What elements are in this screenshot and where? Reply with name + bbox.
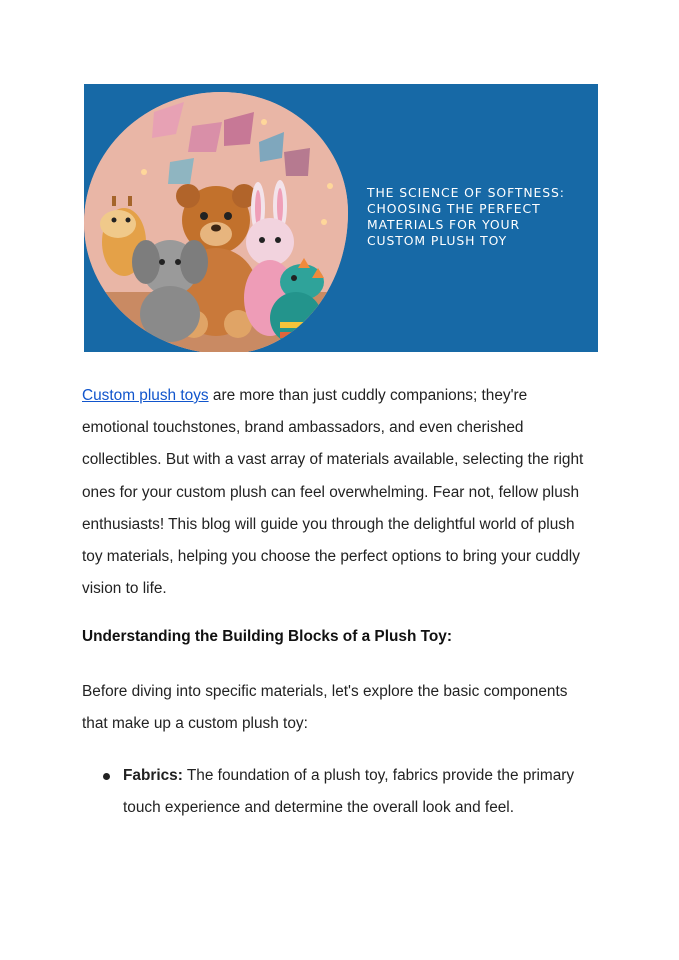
list-item-term: Fabrics: xyxy=(123,767,183,784)
intro-text: are more than just cuddly companions; they're emotional touchstones, brand ambassadors, and even cherished collectibles. But with a vast array of materials available, selecting the right ones for your custom plush can feel overwhelming. Fear not, fellow plush enthusiasts! This blog will guide you through the delightful world of plush toy materials, helping you choose the perfect options to bring your cuddly vision to life. xyxy=(82,387,584,598)
custom-plush-toys-link[interactable]: Custom plush toys xyxy=(82,387,209,404)
section-intro-paragraph: Before diving into specific materials, let's explore the basic components that make up a custom plush toy: xyxy=(82,683,568,733)
plush-toys-illustration xyxy=(84,92,348,352)
hero-banner xyxy=(84,84,598,352)
components-list xyxy=(82,760,597,824)
intro-paragraph xyxy=(82,380,597,605)
banner-title: THE SCIENCE OF SOFTNESS: CHOOSING THE PERFECT MATERIALS FOR YOUR CUSTOM PLUSH TOY xyxy=(367,185,565,248)
plush-toys-photo xyxy=(84,92,348,352)
list-item xyxy=(82,760,597,824)
bullet-icon xyxy=(103,773,110,780)
list-item-text: The foundation of a plush toy, fabrics provide the primary touch experience and determine the overall look and feel. xyxy=(123,767,575,817)
section-heading: Understanding the Building Blocks of a Plush Toy: xyxy=(82,628,452,645)
